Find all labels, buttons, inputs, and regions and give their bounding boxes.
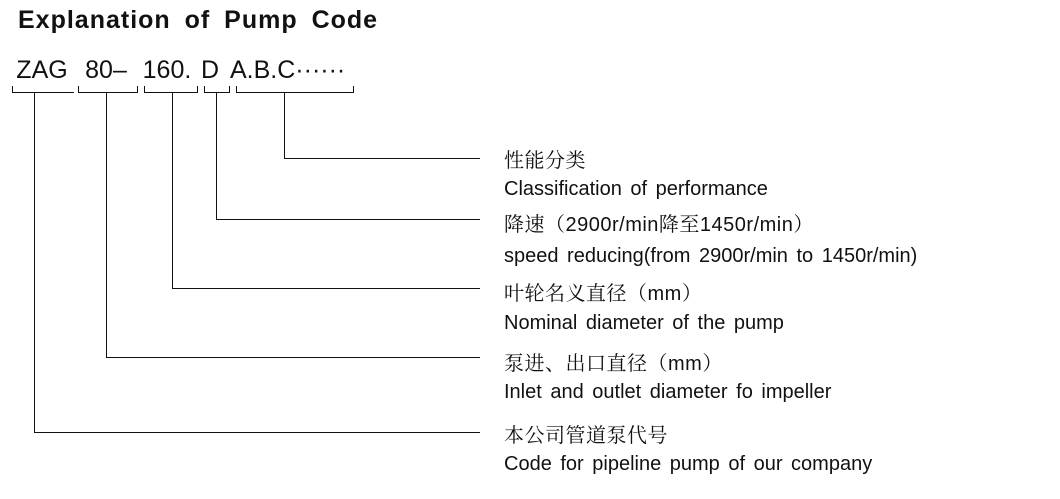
underline-port-diameter bbox=[78, 92, 138, 93]
annotation-impeller-diameter-cn: 叶轮名义直径（mm） bbox=[504, 283, 703, 305]
annotation-performance-en: Classification of performance bbox=[504, 178, 768, 200]
annotation-company-code-en: Code for pipeline pump of our company bbox=[504, 453, 873, 475]
annotation-performance-cn: 性能分类 bbox=[504, 150, 586, 172]
annotation-speed-reducing-en: speed reducing(from 2900r/min to 1450r/min) bbox=[504, 245, 918, 267]
leader-horizontal-speed-reducing bbox=[216, 219, 480, 220]
tick-speed-left bbox=[204, 86, 205, 93]
leader-vertical-performance bbox=[284, 92, 285, 159]
code-segment-speed-reducing: D bbox=[200, 56, 220, 84]
leader-vertical-speed-reducing bbox=[216, 92, 217, 220]
underline-impeller-diameter bbox=[144, 92, 198, 93]
leader-vertical-company-code bbox=[34, 92, 35, 433]
leader-horizontal-performance bbox=[284, 158, 480, 159]
annotation-port-diameter-cn: 泵进、出口直径（mm） bbox=[504, 353, 723, 375]
underline-series bbox=[12, 92, 74, 93]
leader-horizontal-port-diameter bbox=[106, 357, 480, 358]
tick-impeller-right bbox=[197, 86, 198, 93]
tick-port-right bbox=[137, 86, 138, 93]
code-segment-port-diameter: 80– bbox=[85, 56, 127, 84]
code-segment-impeller-diameter: 160. bbox=[142, 56, 192, 84]
code-segment-series: ZAG bbox=[16, 56, 68, 84]
tick-performance-left bbox=[236, 86, 237, 93]
tick-impeller-left bbox=[144, 86, 145, 93]
annotation-company-code-cn: 本公司管道泵代号 bbox=[504, 425, 668, 447]
leader-horizontal-impeller-diameter bbox=[172, 288, 480, 289]
code-segment-performance: A.B.C······ bbox=[230, 56, 346, 84]
annotation-speed-reducing-cn: 降速（2900r/min降至1450r/min） bbox=[504, 214, 814, 236]
tick-series-left bbox=[12, 86, 13, 93]
leader-horizontal-company-code bbox=[34, 432, 480, 433]
page-title: Explanation of Pump Code bbox=[18, 6, 379, 34]
leader-vertical-port-diameter bbox=[106, 92, 107, 358]
tick-speed-right bbox=[229, 86, 230, 93]
leader-vertical-impeller-diameter bbox=[172, 92, 173, 289]
tick-port-left bbox=[78, 86, 79, 93]
annotation-impeller-diameter-en: Nominal diameter of the pump bbox=[504, 312, 784, 334]
underline-speed-reducing bbox=[204, 92, 230, 93]
underline-performance bbox=[236, 92, 354, 93]
pump-code-string bbox=[10, 56, 348, 85]
annotation-port-diameter-en: Inlet and outlet diameter fo impeller bbox=[504, 381, 832, 403]
tick-performance-right bbox=[353, 86, 354, 93]
